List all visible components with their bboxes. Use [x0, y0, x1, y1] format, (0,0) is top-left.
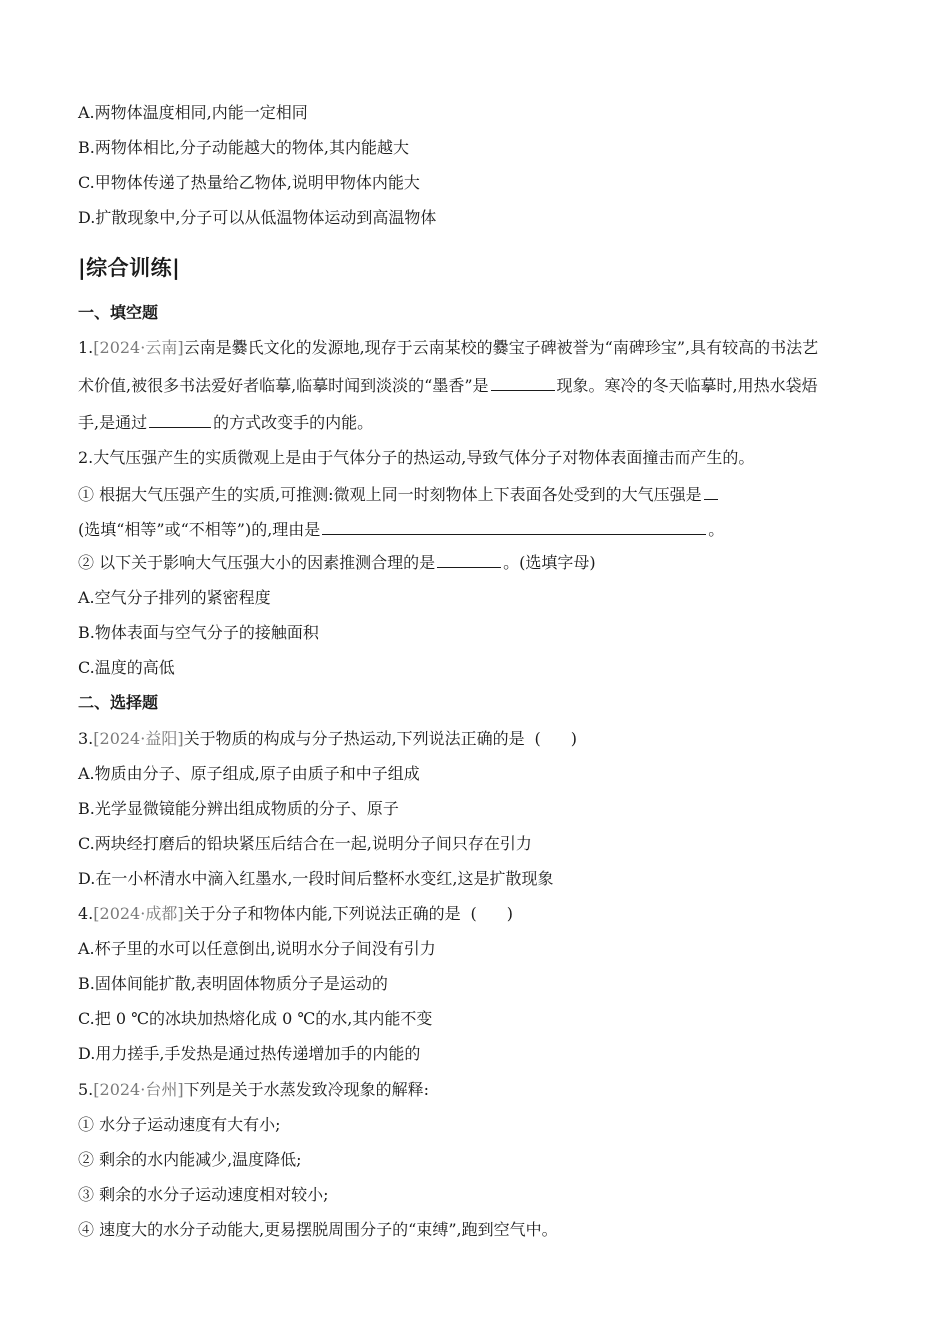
question-2-sub-1: [78, 483, 720, 506]
question-2-sub-2: [78, 551, 596, 574]
option-b: B.固体间能扩散,表明固体物质分子是运动的: [78, 974, 388, 993]
option-a: A.物质由分子、原子组成,原子由质子和中子组成: [78, 764, 420, 783]
question-3-stem: [78, 728, 582, 750]
answer-blank[interactable]: [437, 551, 501, 568]
question-5-stem: [78, 1079, 429, 1101]
question-source: [2024·台州]: [93, 1080, 184, 1099]
question-text: ② 以下关于影响大气压强大小的因素推测合理的是: [78, 553, 436, 572]
option-a: A.空气分子排列的紧密程度: [78, 588, 271, 607]
question-number: 1.: [78, 338, 94, 357]
question-text: 。(选填字母): [503, 553, 596, 572]
question-text: (选填“相等”或“不相等”)的,理由是: [78, 520, 321, 539]
section-title: |综合训练|: [78, 256, 181, 280]
question-text: 现象。寒冷的冬天临摹时,用热水袋焐: [556, 376, 818, 395]
question-4-stem: [78, 903, 518, 925]
answer-blank[interactable]: [149, 411, 211, 428]
option-b: B.物体表面与空气分子的接触面积: [78, 623, 319, 642]
option-b: B.两物体相比,分子动能越大的物体,其内能越大: [78, 138, 410, 157]
question-text: 的方式改变手的内能。: [213, 413, 374, 432]
answer-parentheses[interactable]: [530, 728, 582, 750]
question-2-stem: 2.大气压强产生的实质微观上是由于气体分子的热运动,导致气体分子对物体表面撞击而产生的。: [78, 448, 755, 467]
part-title-choice: 二、选择题: [78, 693, 159, 712]
option-d: D.在一小杯清水中滴入红墨水,一段时间后整杯水变红,这是扩散现象: [78, 869, 554, 888]
question-number: 4.: [78, 904, 94, 923]
statement-3: ③ 剩余的水分子运动速度相对较小;: [78, 1185, 329, 1204]
answer-blank[interactable]: [491, 374, 555, 391]
option-a: A.杯子里的水可以任意倒出,说明水分子间没有引力: [78, 939, 436, 958]
question-text: 关于分子和物体内能,下列说法正确的是: [183, 904, 461, 923]
question-source: [2024·益阳]: [93, 729, 184, 748]
question-2-sub-1-cont: [78, 518, 724, 541]
statement-2: ② 剩余的水内能减少,温度降低;: [78, 1150, 302, 1169]
option-c: C.两块经打磨后的铅块紧压后结合在一起,说明分子间只存在引力: [78, 834, 532, 853]
paren-right: ): [570, 729, 577, 748]
question-text: ① 根据大气压强产生的实质,可推测:微观上同一时刻物体上下表面各处受到的大气压强是: [78, 485, 702, 504]
statement-1: ① 水分子运动速度有大有小;: [78, 1115, 281, 1134]
paren-left: (: [470, 904, 477, 923]
answer-parentheses[interactable]: [466, 903, 518, 925]
part-title-fill-in: 一、填空题: [78, 303, 159, 322]
answer-blank[interactable]: [704, 483, 718, 500]
paren-left: (: [534, 729, 541, 748]
paren-right: ): [506, 904, 513, 923]
option-d: D.用力搓手,手发热是通过热传递增加手的内能的: [78, 1044, 421, 1063]
option-d: D.扩散现象中,分子可以从低温物体运动到高温物体: [78, 208, 437, 227]
option-c: C.把 0 ℃的冰块加热熔化成 0 ℃的水,其内能不变: [78, 1009, 433, 1028]
question-1-line-2: [78, 374, 818, 397]
option-c: C.甲物体传递了热量给乙物体,说明甲物体内能大: [78, 173, 420, 192]
question-1-line-3: [78, 411, 373, 434]
option-c: C.温度的高低: [78, 658, 175, 677]
option-a: A.两物体温度相同,内能一定相同: [78, 103, 308, 122]
question-text: 。: [708, 520, 725, 539]
question-source: [2024·成都]: [93, 904, 184, 923]
option-b: B.光学显微镜能分辨出组成物质的分子、原子: [78, 799, 399, 818]
statement-4: ④ 速度大的水分子动能大,更易摆脱周围分子的“束缚”,跑到空气中。: [78, 1220, 558, 1239]
question-source: [2024·云南]: [93, 338, 184, 357]
question-text: 下列是关于水蒸发致冷现象的解释:: [183, 1080, 429, 1099]
question-number: 3.: [78, 729, 94, 748]
question-text: 术价值,被很多书法爱好者临摹,临摹时闻到淡淡的“墨香”是: [78, 376, 489, 395]
question-text: 云南是爨氏文化的发源地,现存于云南某校的爨宝子碑被誉为“南碑珍宝”,具有较高的书法艺: [183, 338, 819, 357]
question-number: 5.: [78, 1080, 94, 1099]
answer-blank[interactable]: [322, 518, 706, 535]
question-text: 手,是通过: [78, 413, 148, 432]
question-1-line-1: [78, 337, 818, 359]
question-text: 关于物质的构成与分子热运动,下列说法正确的是: [183, 729, 525, 748]
